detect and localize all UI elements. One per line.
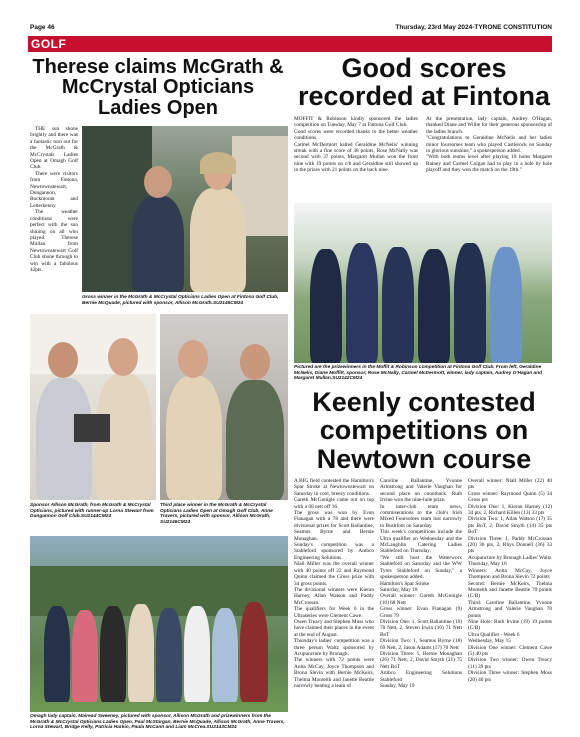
article3-col2: Caroline Ballantine, Yvonne Armstrong and Valerie Vaughan for second place on countback. Ruth Irvine won the nine-hole prize. In inter-club team news, commiserations to the club's Irish Mixed Foursomes team lost narrowly to Bushfoot on Saturday. This week's competitions include the Ultra qualifier on Wednesday and the McLaughlin Catering Ladies Stableford on Thursday. "We still host the Waterworx Stableford on Saturday and the WW Tyres Stableford on Sunday," a spokesperson added. Hamilton's Spar Stroke Saturday, May 18 Overall winner: Gareth McGonigle (16) 68 Nett Gross winner: Evan Flanagan (9) Gross 79 Division One: 1, Scott Ballantine (10) 70 Nett, 2, Steven Irwin (10) 71 Nett BoT Division Two: 1, Seamus Byrne (18) 69 Nett, 2, Jason Adams (17) 70 Nett Division Three: 1, Bernie Monaghan (26) 71 Nett, 2, David Smyth (21) 75 Nett BoT Ambco Engineering Solutions Stableford Sunday, May 19 xyxy=(380,478,462,689)
caption-runner-up: Sponsor Allison McGrath, from McGrath & McCrystal Opticians, pictured with runner-up Lorna Stewart from Dungannon Golf Club.SU2144CM24 xyxy=(30,503,154,520)
article2-col2: At the presentation, lady captain, Audrey O'Hagan, thanked Diane and Willie for their generous sponsorship of the ladies branch. "Congratulations to Geraldine McNelis and her ladies minor foursomes team who played Castlerock on Sunday in glorious sunshine," a spokesperson added. "With both teams level after playing 18 holes Margaret Rainey and Carmel Colgan had to play in a hole by hole playoff and they won the match on the 19th." xyxy=(426,116,552,174)
issue-date: Thursday, 23rd May 2024-TYRONE CONSTITUTION xyxy=(395,24,552,31)
section-label: GOLF xyxy=(31,37,67,51)
caption-fintona-prizewinners: Pictured are the prizewinners in the Moffit & Robinson competition at Fintona Golf Club. From left, Geraldine McNelis, Diane Moffitt, sponsor, Rose McNally, Carmel McDermott, winner, lady captain, Audrey O'Hagan and Margaret Mullan.SU2142CM24 xyxy=(294,365,543,382)
caption-group-prizewinners: Omagh lady captain, Mairead Sweeney, pictured with sponsor, Allison McGrath and prizewinners from the McGrath & McCrystal Opticians Ladies Open, Paul McStargan, Bernie McQuade, Allison McGrath, Anne Travers, Lorna Stewart, Bridge Kelly, Patricia Harkin, Paula McCann and Liam McCrea.SU2143CM24 xyxy=(30,714,285,731)
photo-third-place xyxy=(160,314,288,500)
article1-body xyxy=(30,126,78,273)
article1-para: There were visitors from Fintona, Newtownstewart, Dungannon, Rockmount and Letterkenny. xyxy=(30,170,78,209)
caption-third-place: Third place winner in the McGrath & McCrystal Opticians Ladies Open at Omagh Golf Club, Anne Travers, pictured with sponsor, Allison McGrath. SU2146CM24 xyxy=(160,503,273,525)
article1-para: THE sun shone brightly and there was a fantastic turn out for the McGrath & McCrystals Ladies Open at Omagh Golf Club. xyxy=(30,126,78,171)
photo-gross-winner xyxy=(82,126,288,292)
article3-headline: Keenly contested competitions on Newtown course xyxy=(312,387,536,474)
article1-para: The weather conditions were perfect with the sun shining on all who played. Therese Mullan from Newtownstewart Golf Club shone through to win with a fabulous 42pts. xyxy=(30,209,78,273)
photo-group-prizewinners xyxy=(30,536,288,712)
photo-fintona-prizewinners xyxy=(294,203,552,363)
photo-runner-up xyxy=(30,314,156,500)
caption-gross-winner: Gross winner in the McGrath & McCrystal Opticians Ladies Open at Fintona Golf Club, Bernie McQuade, pictured with sponsor, Allison McGrath.SU2145CM24 xyxy=(82,295,279,306)
page-number: Page 46 xyxy=(30,24,55,31)
article3-col3: Overall winner: Niall Miller (22) 40 pts Gross winner: Raymond Quinn (5) 34 Gross pts Division One: 1, Kieran Harney (12) 34 pts, 2, Richard Killen (13) 33 pts Division Two: 1, Allan Watson (17) 35 pts BoT, 2, David Smyth (14) 35 pts BoT Division Three: 1, Paddy McCrossan (20) 36 pts, 2, Rhys Donnell (36) 33 pts Acupuncture by Bronagh Ladies' Waltz Thursday, May 16 Winners: Anita McCay, Joyce Thompson and Brona Slevin 72 points Second: Bernie McKeirs, Thelma Monteith and Janette Beattie 70 points (C/B) Third: Caroline Ballantine, Yvonne Armstrong and Valerie Vaughan 70 points Nine Hole: Ruth Irvine (19) 19 points (C/B) Ultra Qualifier - Week 6 Wednesday, May 15 Division One winner: Clement Cawe (5) 40 pts Division Two winner: Owen Treacy (11) 39 pts Division Three winner: Stephen Moss (20) 40 pts xyxy=(468,478,552,683)
section-band xyxy=(28,36,552,52)
article2-headline: Good scores recorded at Fintona xyxy=(297,53,551,112)
article2-col1: MOFFIT & Robinson kindly sponsored the ladies competition on Tuesday, May 7 at Fintona Golf Club. Good scores were recorded thanks to the better weather conditions. Carmel McDermott halted Geraldine McNelis' winning streak with a fine score of 38 points, Rose McNally was second with 37 points, Margaret Mullan won the front nine with 19 points on c/b and Geraldine still showed up in the prizes with 21 points on the back nine. xyxy=(294,116,418,174)
article1-headline: Therese claims McGrath & McCrystal Opticians Ladies Open xyxy=(32,56,284,119)
article3-col1: A BIG field contested the Hamilton's Spar Stroke at Newtownstewart on Saturday in cool, breezy conditions. Gareth McGonigle came out on top with a 68 nett off 16. The gross was won by Evan Flanagan with a 78 and there were divisional prizes for Scott Ballantine, Seamus Byrne and Bernie Monaghan. Sunday's competition was a Stableford sponsored by Ambco Engineering Solutions. Niall Miller was the overall winner with 40 points off 22 and Raymond Quinn claimed the Gross prize with 34 gross points. The divisional winners were Kieran Harney, Allan Watson and Paddy McCrossan. The qualifiers for Week 6 in the Ultraseries were Clement Cawe. Owen Treacy and Stephen Moss who have claimed their places in the event at the end of August. Thursday's ladies' competition was a three person Waltz sponsored by Acupuncture by Bronagh. The winners with 72 points were Anita McCay, Joyce Thompson and Brona Slevin with Bernie McKeirs, Thelma Monteith and Janette Beattie narrowly beating a team of xyxy=(294,478,374,689)
